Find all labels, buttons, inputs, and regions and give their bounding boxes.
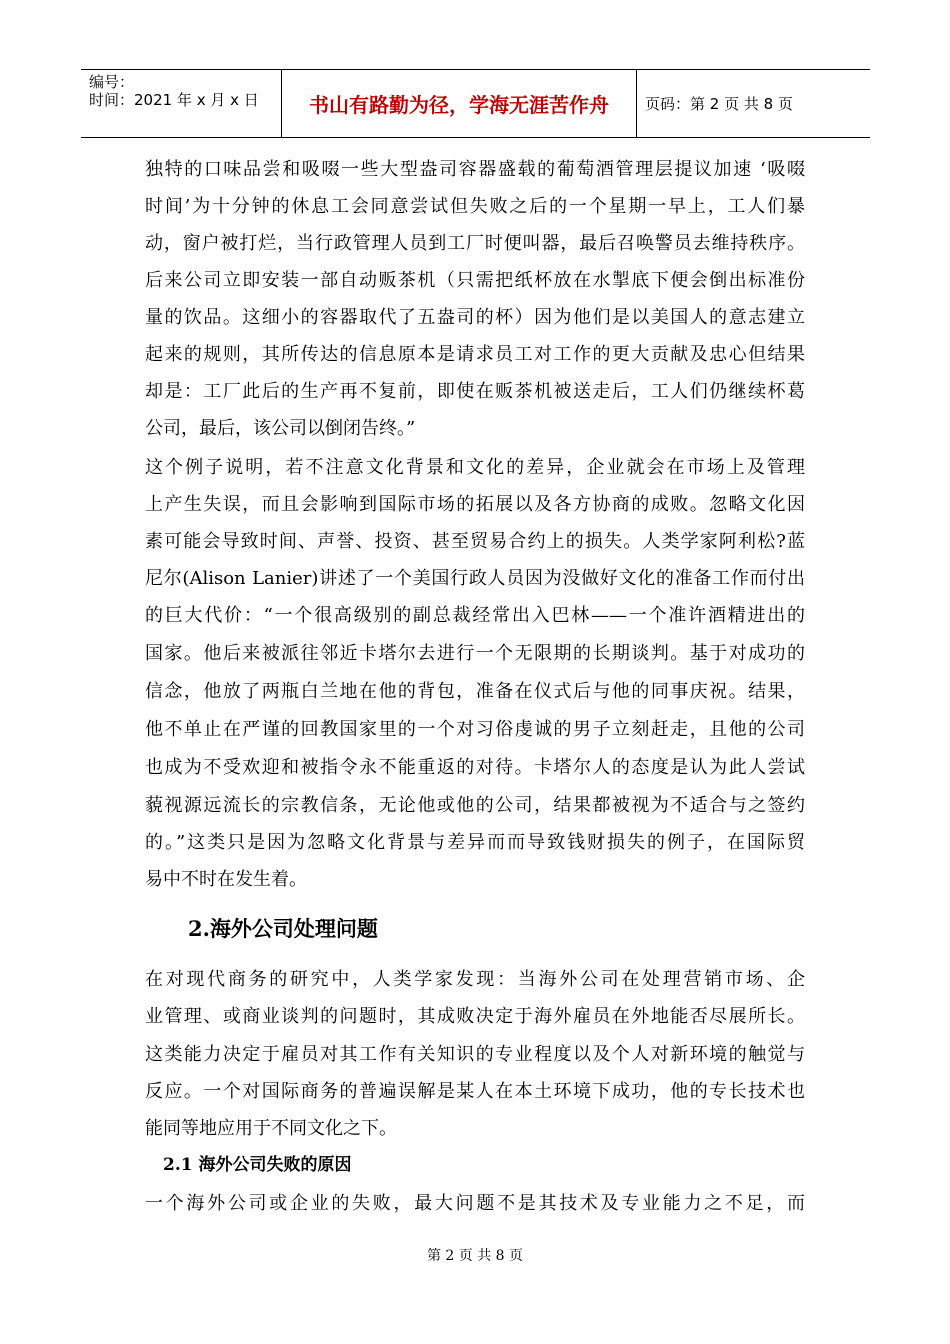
- body-line: 上产生失误，而且会影响到国际市场的拓展以及各方协商的成败。忽略文化因: [145, 494, 805, 515]
- body-line: 信念，他放了两瓶白兰地在他的背包，准备在仪式后与他的同事庆祝。结果，: [145, 681, 805, 702]
- page-footer: 第 2 页 共 8 页: [426, 1248, 524, 1264]
- body-line: 一个海外公司或企业的失败，最大问题不是其技术及专业能力之不足，而: [145, 1193, 805, 1214]
- body-line: 素可能会导致时间、声誉、投资、甚至贸易合约上的损失。人类学家阿利松?蓝: [145, 531, 805, 552]
- body-line: 尼尔(Alison Lanier)讲述了一个美国行政人员因为没做好文化的准备工作而付出: [145, 568, 805, 589]
- body-line: 量的饮品。这细小的容器取代了五盎司的杯）因为他们是以美国人的意志建立: [145, 307, 805, 328]
- body-line: 业管理、或商业谈判的问题时，其成败决定于海外雇员在外地能否尽展所长。: [145, 1006, 805, 1027]
- body-line: 却是：工厂此后的生产再不复前，即使在贩茶机被送走后，工人们仍继续杯葛: [145, 381, 805, 402]
- body-line: 时间’为十分钟的休息工会同意尝试但失败之后的一个星期一早上，工人们暴: [145, 196, 805, 217]
- number-label: 编号：: [89, 73, 135, 91]
- body-line: 能同等地应用于不同文化之下。: [145, 1118, 397, 1139]
- header-meta-cell: [81, 70, 282, 137]
- body-line: 的。”这类只是因为忽略文化背景与差异而而导致钱财损失的例子，在国际贸: [145, 832, 805, 853]
- body-line: 独特的口味品尝和吸啜一些大型盎司容器盛载的葡萄酒管理层提议加速 ‘吸啜: [145, 159, 805, 180]
- section-heading: 2.海外公司处理问题: [188, 916, 378, 941]
- header-motto-cell: [282, 70, 637, 137]
- body-line: 国家。他后来被派往邻近卡塔尔去进行一个无限期的长期谈判。基于对成功的: [145, 643, 805, 664]
- time-label: 时间：2021 年 x 月 x 日: [89, 91, 259, 109]
- body-line: 这类能力决定于雇员对其工作有关知识的专业程度以及个人对新环境的触觉与: [145, 1044, 805, 1065]
- body-line: 起来的规则，其所传达的信息原本是请求员工对工作的更大贡献及忠心但结果: [145, 344, 805, 365]
- body-line: 藐视源远流长的宗教信条，无论他或他的公司，结果都被视为不适合与之签约: [145, 795, 805, 816]
- page-info: 页码：第 2 页 共 8 页: [645, 95, 793, 113]
- subsection-heading: 2.1 海外公司失败的原因: [163, 1155, 352, 1175]
- body-line: 后来公司立即安装一部自动贩茶机（只需把纸杯放在水掣底下便会倒出标准份: [145, 270, 805, 291]
- header-page-cell: [637, 70, 870, 137]
- header-motto: 书山有路勤为径，学海无涯苦作舟: [309, 93, 609, 117]
- body-line: 的巨大代价：“一个很高级别的副总裁经常出入巴林——一个准许酒精进出的: [145, 605, 805, 626]
- document-header: [81, 69, 870, 138]
- body-line: 他不单止在严谨的回教国家里的一个对习俗虔诚的男子立刻赶走，且他的公司: [145, 719, 805, 740]
- body-line: 在对现代商务的研究中，人类学家发现：当海外公司在处理营销市场、企: [145, 969, 805, 990]
- body-line: 易中不时在发生着。: [145, 869, 307, 890]
- body-line: 反应。一个对国际商务的普遍误解是某人在本土环境下成功，他的专长技术也: [145, 1081, 805, 1102]
- body-line: 也成为不受欢迎和被指令永不能重返的对待。卡塔尔人的态度是认为此人尝试: [145, 757, 805, 778]
- body-line: 这个例子说明，若不注意文化背景和文化的差异，企业就会在市场上及管理: [145, 457, 805, 478]
- body-line: 公司，最后，该公司以倒闭告终。”: [145, 418, 416, 439]
- body-line: 动，窗户被打烂，当行政管理人员到工厂时便叫器，最后召唤警员去维持秩序。: [145, 233, 805, 254]
